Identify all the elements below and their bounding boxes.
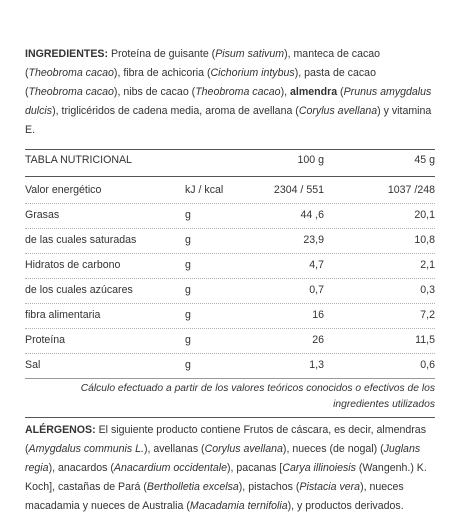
scientific-name: Prunus amygdalus dulcis	[25, 86, 432, 117]
scientific-name: Macadamia ternifolia	[189, 500, 288, 512]
table-row	[25, 179, 435, 203]
scientific-name: Pistacia vera	[299, 481, 361, 493]
text-run: Proteína de guisante (	[108, 48, 216, 60]
value-45g: 7,2	[420, 309, 435, 321]
table-row	[25, 254, 435, 278]
text-run: ), y productos derivados.	[287, 500, 404, 512]
allergen-highlight: almendra	[290, 86, 338, 98]
text-run: ), nueces macadamia y nueces de Australia (	[25, 481, 404, 512]
text-run: ), pistachos (	[238, 481, 300, 493]
ingredients-text	[25, 48, 431, 136]
nutrient-label: Proteína	[25, 334, 66, 346]
scientific-name: Pisum sativum	[215, 48, 285, 60]
text-run: ), fibra de achicoria (	[113, 67, 211, 79]
table-header	[25, 150, 435, 176]
text-run: ), nueces (de nogal) (	[282, 443, 384, 455]
nutrient-label: fibra alimentaria	[25, 309, 101, 321]
calculation-note-line-1: Cálculo efectuado a partir de los valores teóricos conocidos o efectivos de los	[80, 383, 435, 394]
scientific-name: Corylus avellana	[204, 443, 283, 455]
unit-label: g	[185, 359, 191, 371]
allergens-paragraph	[25, 421, 435, 516]
table-row	[25, 329, 435, 353]
nutrient-label: Valor energético	[25, 184, 102, 196]
value-100g: 23,9	[303, 234, 324, 246]
allergens-text	[25, 424, 427, 512]
value-45g: 20,1	[414, 209, 435, 221]
nutrient-label: Sal	[25, 359, 41, 371]
value-45g: 10,8	[414, 234, 435, 246]
text-run: ), nibs de cacao (	[113, 86, 196, 98]
value-100g: 44 ,6	[300, 209, 324, 221]
scientific-name: Anacardium occidentale	[113, 462, 227, 474]
unit-label: g	[185, 309, 191, 321]
text-run: ),	[280, 86, 290, 98]
note-rule	[25, 417, 435, 418]
scientific-name: Carya illinoiesis	[282, 462, 356, 474]
nutrient-label: Hidratos de carbono	[25, 259, 121, 271]
table-row	[25, 279, 435, 303]
column-header-100g: 100 g	[297, 154, 324, 166]
table-bottom-rule	[25, 378, 435, 379]
table-title: TABLA NUTRICIONAL	[25, 154, 132, 166]
value-45g: 0,3	[420, 284, 435, 296]
allergens-heading: ALÉRGENOS:	[25, 424, 96, 436]
text-run: (Wangenh.) K. Koch], castañas de Pará (	[25, 462, 427, 493]
scientific-name: Theobroma cacao	[28, 67, 114, 79]
ingredients-heading: INGREDIENTES:	[25, 48, 108, 60]
table-row	[25, 354, 435, 378]
text-run: ), anacardos (	[48, 462, 114, 474]
value-45g: 0,6	[420, 359, 435, 371]
scientific-name: Amygdalus communis L.	[28, 443, 144, 455]
text-run: ), triglicéridos de cadena media, aroma de avellana (	[52, 105, 299, 117]
unit-label: g	[185, 209, 191, 221]
nutrition-table	[25, 149, 435, 418]
nutrient-label: de los cuales azúcares	[25, 284, 133, 296]
value-100g: 26	[312, 334, 324, 346]
scientific-name: Cichorium intybus	[210, 67, 295, 79]
scientific-name: Juglans regia	[25, 443, 421, 474]
text-run: ), pacanas [	[227, 462, 283, 474]
text-run: ) y vitamina E.	[25, 105, 432, 136]
value-100g: 1,3	[309, 359, 324, 371]
product-label	[25, 45, 435, 516]
scientific-name: Bertholletia excelsa	[146, 481, 239, 493]
scientific-name: Corylus avellana	[298, 105, 378, 117]
unit-label: g	[185, 259, 191, 271]
table-row	[25, 304, 435, 328]
text-run: ), pasta de cacao (	[25, 67, 376, 98]
value-45g: 1037 /248	[387, 184, 435, 196]
unit-label: g	[185, 234, 191, 246]
nutrient-label: de las cuales saturadas	[25, 234, 137, 246]
value-100g: 16	[312, 309, 324, 321]
scientific-name: Theobroma cacao	[195, 86, 281, 98]
table-row	[25, 229, 435, 253]
ingredients-paragraph	[25, 45, 435, 140]
value-45g: 2,1	[420, 259, 435, 271]
value-45g: 11,5	[415, 334, 435, 346]
nutrition-rows	[25, 179, 435, 378]
unit-label: g	[185, 334, 191, 346]
calculation-note-line-2: ingredientes utilizados	[333, 399, 435, 410]
unit-label: g	[185, 284, 191, 296]
value-100g: 0,7	[309, 284, 324, 296]
unit-label: kJ / kcal	[185, 184, 224, 196]
value-100g: 4,7	[309, 259, 324, 271]
value-100g: 2304 / 551	[273, 184, 324, 196]
text-run: ), avellanas (	[143, 443, 205, 455]
text-run: ), manteca de cacao (	[25, 48, 381, 79]
text-run: El siguiente producto contiene Frutos de cáscara, es decir, almendras (	[25, 424, 426, 455]
nutrient-label: Grasas	[25, 209, 60, 221]
text-run: (	[337, 86, 344, 98]
column-header-45g: 45 g	[414, 154, 435, 166]
scientific-name: Theobroma cacao	[28, 86, 114, 98]
calculation-note	[25, 381, 435, 413]
table-row	[25, 204, 435, 228]
